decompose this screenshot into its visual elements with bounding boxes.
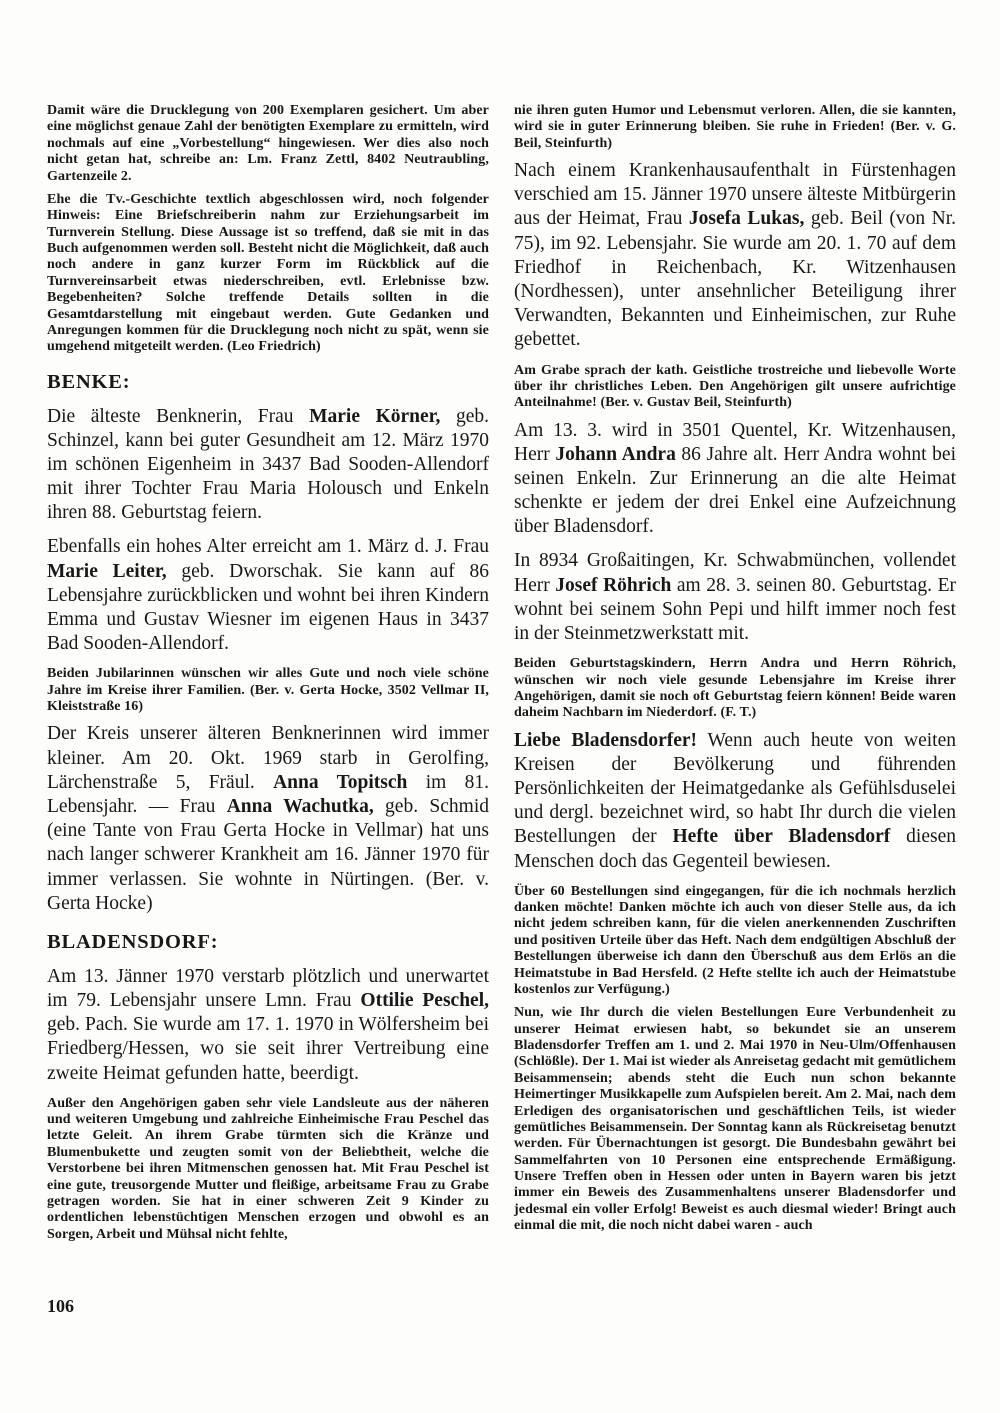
bold-text-run: Marie Körner, bbox=[309, 405, 441, 427]
text-run: Wenn auch heute von weiten Kreisen der Bevölkerung und führenden Persönlichkeiten der Heimatgedanke als Gefühlsduselei und dergl. bezeichnet wird, so habt Ihr durch die vielen Bestellungen der bbox=[514, 729, 956, 848]
left-column bbox=[47, 103, 489, 1250]
text-run: geb. Dworschak. Sie kann auf 86 Lebensjahre zurückblicken und wohnt bei ihren Kindern Emma und Gustav Wiesner im eigenen Haus in 3437 Bad Sooden-Allendorf. bbox=[47, 560, 490, 655]
bold-text-run: Bladensdorfer Treffen am 1. und 2. Mai 1970 bbox=[514, 1038, 798, 1054]
bold-text-run: BENKE: bbox=[47, 370, 131, 393]
text-run: am 28. 3. seinen 80. Geburtstag. Er wohnt bei seinem Sohn Pepi und hilft immer noch fest in der Steinmetzwerkstatt mit. bbox=[514, 574, 956, 644]
paragraph bbox=[47, 535, 489, 656]
paragraph bbox=[47, 405, 489, 526]
text-run: geb. Schmid (eine Tante von Frau Gerta Hocke in Vellmar) hat uns nach langer schwerer Krankheit am 16. Jänner 1970 für immer verlassen. Sie wohnte in Nürtingen. (Ber. v. Gerta Hocke) bbox=[47, 795, 490, 914]
right-column bbox=[514, 103, 956, 1250]
paragraph bbox=[514, 363, 956, 412]
text-run: Ehe die Tv.-Geschichte textlich abgeschlossen wird, noch folgender Hinweis: Eine Briefschreiberin nahm zur Erziehungsarbeit im Turnverein Stellung. Diese Aussage ist so treffend, daß sie mit in das Buch aufgenommen werden soll. Besteht nicht die Möglichkeit, daß auch noch andere in ganz kurzer Form im Rückblick auf die Turnvereinsarbeit etwas niederschreiben, evtl. Erlebnisse bzw. Begebenheiten? Solche treffende Details sollten in die Gesamtdarstellung mit eingebaut werden. Gute Gedanken und Anregungen kommen für die Drucklegung noch nicht zu spät, wenn sie umgehend mitgeteilt werden. (Leo Friedrich) bbox=[47, 191, 489, 355]
paragraph bbox=[514, 159, 956, 352]
bold-text-run: Anna Topitsch bbox=[273, 771, 408, 793]
bold-text-run: Johann Andra bbox=[555, 443, 676, 465]
text-run: Außer den Angehörigen gaben sehr viele Landsleute aus der näheren und weiteren Umgebung und zahlreiche Einheimische Frau Peschel das letzte Geleit. An ihrem Grabe türmten sich die Kränze und Blumenbukette und zeugten somit von der Beliebtheit, welche die Verstorbene bei ihren Mitmenschen genossen hat. Mit Frau Peschel ist eine gute, treusorgende Mutter und fleißige, arbeitsame Frau zu Grabe getragen worden. Sie hat in einer schweren Zeit 9 Kinder zu ordentlichen lebenstüchtigen Menschen erzogen und obwohl es an Sorgen, Arbeit und Mühsal nicht fehlte, bbox=[47, 1095, 489, 1242]
paragraph bbox=[47, 666, 489, 715]
text-run: Die älteste Benknerin, Frau bbox=[47, 405, 310, 427]
text-run: Beiden Jubilarinnen wünschen wir alles Gute und noch viele schöne Jahre im Kreise ihrer Familien. (Ber. v. Gerta Hocke, 3502 Vellmar II, Kleiststraße 16) bbox=[47, 666, 489, 715]
text-run: 86 Jahre alt. Herr Andra wohnt bei seinen Enkeln. Zur Erinnerung an die alte Heimat schenkte er jedem der drei Enkel eine Aufzeichnung über Bladensdorf. bbox=[514, 443, 956, 538]
page-number: 106 bbox=[47, 1296, 74, 1316]
text-run: geb. Beil (von Nr. 75), im 92. Lebensjahr. Sie wurde am 20. 1. 70 auf dem Friedhof in Reichenbach, Kr. Witzenhausen (Nordhessen), unter ansehnlicher Beteiligung ihrer Verwandten, Bekannten und Einheimischen, zur Ruhe gebettet. bbox=[514, 208, 956, 351]
bold-text-run: Ottilie Peschel, bbox=[360, 990, 489, 1012]
text-run: geb. Schinzel, kann bei guter Gesundheit am 12. März 1970 im schönen Eigenheim in 3437 Bad Sooden-Allendorf mit ihrer Tochter Frau Maria Holousch und Enkeln ihren 88. Geburtstag feiern. bbox=[47, 405, 490, 524]
paragraph bbox=[514, 549, 956, 646]
bold-text-run: BLADENSDORF: bbox=[47, 930, 219, 953]
text-run: Der Kreis unserer älteren Benknerinnen wird immer kleiner. Am 20. Okt. 1969 starb in Gerolfing, Lärchenstraße 5, Fräul. bbox=[47, 723, 489, 793]
text-run: Damit wäre die Drucklegung von 200 Exemplaren gesichert. Um aber eine möglichst genaue Zahl der benötigten Exemplare zu ermitteln, wird nochmals auf eine „Vorbestellung“ hingewiesen. Wer dies also noch nicht getan hat, schreibe an: Lm. Franz bbox=[47, 103, 489, 168]
paragraph bbox=[47, 103, 489, 185]
text-run: Nach einem Krankenhausaufenthalt in Fürstenhagen verschied am 15. Jänner 1970 unsere älteste Mitbürgerin aus der Heimat, Frau bbox=[514, 160, 956, 230]
bold-text-run: Josef Röhrich bbox=[555, 574, 672, 596]
text-run: In 8934 Großaitingen, Kr. Schwabmünchen, vollendet Herr bbox=[514, 550, 956, 596]
bold-text-run: Anna Wachutka, bbox=[226, 795, 374, 817]
text-run: Ebenfalls ein hohes Alter erreicht am 1. März d. J. Frau bbox=[47, 536, 489, 558]
text-run: in Neu-Ulm/Offenhausen (Schlößle). Der 1. Mai ist wieder als Anreisetag gedacht mit gemütlichem Beisammensein; abends steht die Euch nun schon bekannte Heimertinger Musikkapelle zum Aufspielen bereit. Am 2. Mai, nach dem Erledigen des organisatorischen und geschäftlichen Teils, ist wieder gemütliches Beisammensein. Der Sonntag kann als Rückreisetag benutzt werden. Für Übernachtungen ist gesorgt. Die Bundesbahn gewährt bei Sammelfahrten von 10 Personen eine entsprechende Ermäßigung. Unsere Treffen oben in Hessen oder unten in Bayern waren bis jetzt immer ein Beweis des Zusammenhaltens unserer Bladensdorfer und jedesmal ein voller Erfolg! Beweist es auch diesmal wieder! Bringt auch einmal die mit, die noch nicht dabei waren - auch bbox=[514, 1038, 956, 1234]
text-run: Am Grabe sprach der kath. Geistliche trostreiche und liebevolle Worte über ihr christliches Leben. Den Angehörigen gilt unsere aufrichtige Anteilnahme! (Ber. v. Gustav Beil, Steinfurth) bbox=[514, 362, 956, 411]
text-run: Über 60 Bestellungen sind eingegangen, für die ich nochmals herzlich danken möchte! Danken möchte ich auch von dieser Stelle aus, da ich nicht jedem schreiben kann, für die vielen anerkennenden Zuschriften und positiven Urteile über das Heft. Nach dem endgültigen Abschluß der Bestellungen überweise ich dann den Überschuß aus dem Erlös an die Heimatstube in Bad Hersfeld. (2 Hefte stellte ich auch der Heimatstube kostenlos zur Verfügung.) bbox=[514, 883, 956, 997]
paragraph bbox=[514, 884, 956, 999]
text-run: 8402 Neutraubling, Gartenzeile 2. bbox=[47, 152, 489, 184]
text-run: diesen Menschen doch das Gegenteil bewiesen. bbox=[514, 826, 956, 872]
text-run: nie ihren guten Humor und Lebensmut verloren. Allen, die sie kannten, wird sie in guter Erinnerung bleiben. Sie ruhe in Frieden! (Ber. v. G. Beil, Steinfurth) bbox=[514, 103, 956, 151]
bold-text-run: Zettl, bbox=[325, 152, 359, 168]
section-heading bbox=[47, 931, 489, 954]
bold-text-run: Josefa Lukas, bbox=[688, 208, 805, 230]
paragraph bbox=[514, 1005, 956, 1234]
paragraph bbox=[47, 1096, 489, 1243]
text-run: im 81. Lebensjahr. — Frau bbox=[47, 771, 490, 817]
paragraph bbox=[514, 729, 956, 874]
text-run: Am 13. Jänner 1970 verstarb plötzlich und unerwartet im 79. Lebensjahr unsere Lmn. Frau bbox=[47, 965, 489, 1012]
bold-text-run: Liebe Bladensdorfer! bbox=[514, 729, 698, 751]
text-columns bbox=[47, 103, 955, 1250]
paragraph bbox=[47, 722, 489, 915]
bold-text-run: Marie Leiter, bbox=[47, 560, 167, 582]
paragraph bbox=[514, 103, 956, 152]
text-run: Nun, wie Ihr durch die vielen Bestellungen Eure Verbundenheit zu unserer Heimat erwiesen habt, so bekundet sie an unserem bbox=[514, 1005, 956, 1037]
paragraph bbox=[514, 419, 956, 540]
text-run: Am 13. 3. wird in 3501 Quentel, Kr. Witzenhausen, Herr bbox=[514, 419, 956, 465]
text-run: Beiden Geburtstagskindern, Herrn Andra und Herrn Röhrich, wünschen wir noch viele gesunde Lebensjahre im Kreise ihrer Angehörigen, damit sie noch oft Geburtstag feiern können! Beide waren daheim Nachbarn im Niederdorf. (F. T.) bbox=[514, 656, 956, 721]
paragraph bbox=[514, 656, 956, 722]
paragraph bbox=[47, 965, 489, 1086]
text-run: geb. Pach. Sie wurde am 17. 1. 1970 in Wölfersheim bei Friedberg/Hessen, wo sie seit ihrer Vertreibung eine zweite Heimat gefunden hatte, beerdigt. bbox=[47, 1014, 489, 1084]
paragraph bbox=[47, 192, 489, 356]
bold-text-run: Hefte über Bladensdorf bbox=[672, 826, 891, 848]
section-heading bbox=[47, 371, 489, 394]
